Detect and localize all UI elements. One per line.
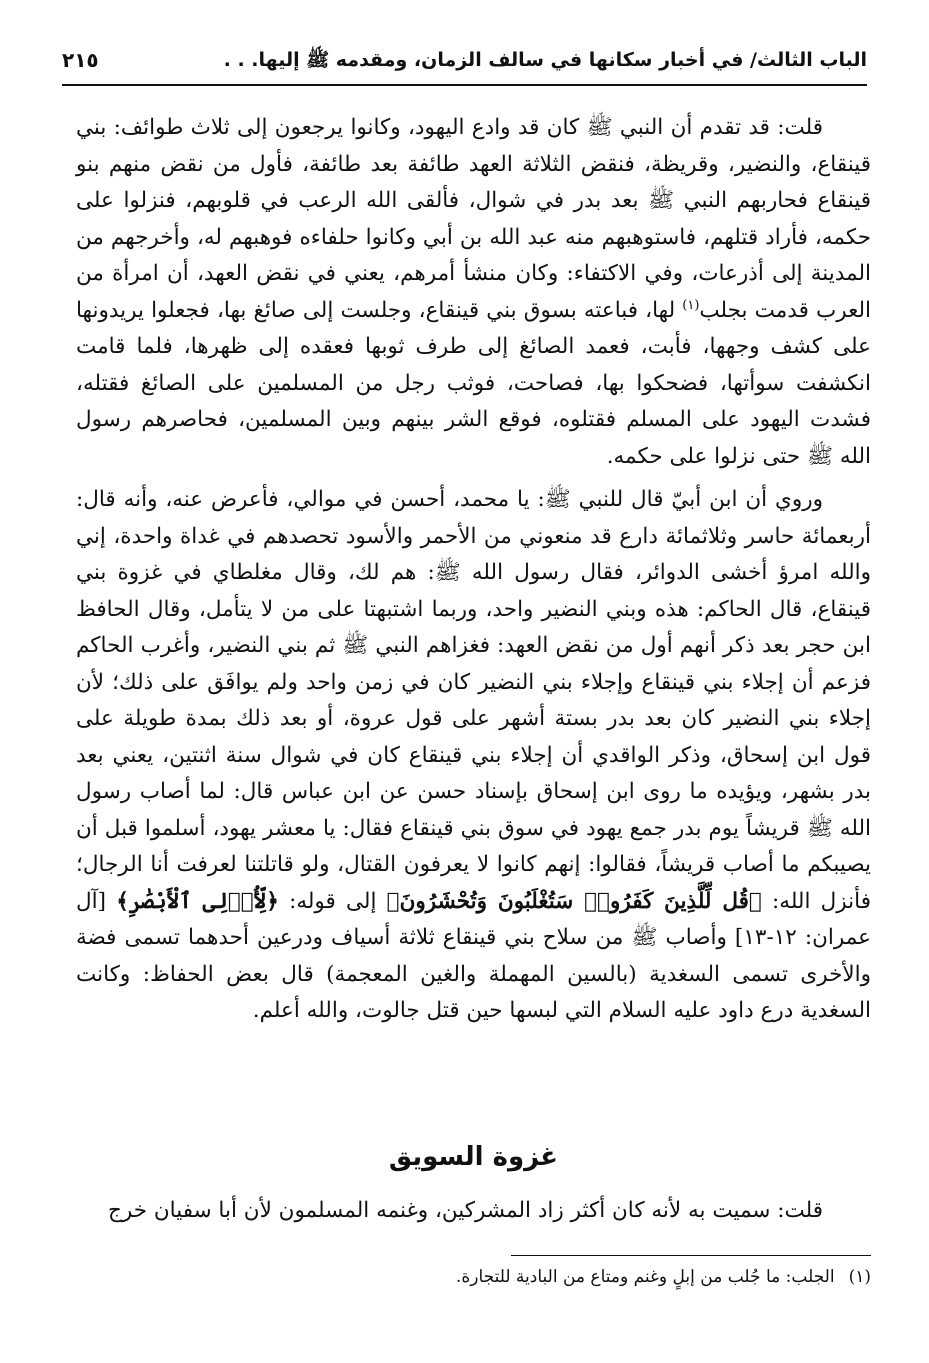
running-header — [62, 44, 867, 78]
footnote-text: الجلب: ما جُلب من إبلٍ وغنم ومتاع من البادية للتجارة. — [455, 1267, 835, 1287]
section-heading: غزوة السويق — [388, 1142, 559, 1172]
footnote-divider — [511, 1255, 871, 1256]
paragraph-text: لها، فباعته بسوق بني قينقاع، وجلست إلى صائغ بها، فجعلوا يريدونها على كشف وجهها، فأبت، فعمد الصائغ إلى طرف ثوبها فعقده إلى ظهرها، فلما قامت انكشفت سوأتها، فضحكوا بها، فصاحت، فوثب رجل من المسلمين على الصائغ فقتله، فشدت اليهود على المسلم فقتلوه، فوقع الشر بينهم وبين المسلمين، فحاصرهم رسول الله ﷺ حتى نزلوا على حكمه. — [76, 297, 871, 469]
footnote-number: (١) — [848, 1267, 871, 1287]
paragraph-text: إلى قوله: — [278, 888, 387, 914]
main-text — [76, 110, 871, 1030]
chapter-title: الباب الثالث/ في أخبار سكانها في سالف الزمان، ومقدمه ﷺ إليها. . . — [223, 49, 867, 71]
quran-verse: ﴿قُل لِّلَّذِينَ كَفَرُوا۟ سَتُغْلَبُونَ وَتُحْشَرُونَ﴾ — [386, 888, 762, 914]
section-paragraph: قلت: سميت به لأنه كان أكثر زاد المشركين، وغنمه المسلمون لأن أبا سفيان خرج — [108, 1198, 823, 1223]
footnote-reference[interactable]: (١) — [682, 297, 700, 313]
quran-verse: ﴿لِّأُو۟لِى ٱلْأَبْصَٰرِ﴾ — [116, 888, 279, 914]
page-number: ٢١٥ — [62, 48, 99, 72]
header-divider — [62, 84, 867, 86]
paragraph-ibn-ubayy — [76, 482, 871, 1030]
paragraph-banu-qaynuqa — [76, 110, 871, 475]
footnote — [76, 1264, 871, 1290]
paragraph-text: وروي أن ابن أبيّ قال للنبي ﷺ: يا محمد، أحسن في موالي، فأعرض عنه، وأنه قال: أربعمائة حاسر وثلاثمائة دارع قد منعوني من الأحمر والأسود تحصدهم في غداة واحدة، إني والله امرؤ أخشى الدوائر، فقال رسول الله ﷺ: هم لك، وقال مغلطاي في غزوة بني قينقاع، قال الحاكم: هذه وبني النضير واحد، وربما اشتبهتا على من لا يتأمل، وقال الحافظ ابن حجر بعد ذكر أنهم أول من نقض العهد: فغزاهم النبي ﷺ ثم بني النضير، وأغرب الحاكم فزعم أن إجلاء بني قينقاع وإجلاء بني النضير كان في زمن واحد ولم يوافَق على ذلك؛ لأن إجلاء بني النضير كان بعد بدر بستة أشهر على قول عروة، أو بعد ذلك بمدة طويلة على قول ابن إسحاق، وذكر الواقدي أن إجلاء بني قينقاع كان في شوال سنة اثنتين، يعني بعد بدر بشهر، ويؤيده ما روى ابن إسحاق بإسناد حسن عن ابن عباس قال: لما أصاب رسول الله ﷺ قريشاً يوم بدر جمع يهود في سوق بني قينقاع فقال: يا معشر يهود، أسلموا قبل أن يصيبكم ما أصاب قريشاً، فقالوا: إنهم كانوا لا يعرفون القتال، ولو قاتلتنا لعرفت أنا الرجال؛ فأنزل الله: — [76, 487, 871, 914]
paragraph-text: قلت: قد تقدم أن النبي ﷺ كان قد وادع اليهود، وكانوا يرجعون إلى ثلاث طوائف: بني قينقاع، والنضير، وقريظة، فنقض الثلاثة العهد طائفة بعد طائفة، فأول من نقض منهم بنو قينقاع فحاربهم النبي ﷺ بعد بدر في شوال، فألقى الله الرعب في قلوبهم، فنزلوا على حكمه، فأراد قتلهم، فاستوهبهم منه عبد الله بن أبي وكانوا حلفاءه فوهبهم له، وأخرجهم من المدينة إلى أذرعات، وفي الاكتفاء: وكان منشأ أمرهم، يعني في نقض العهد، أن امرأة من العرب قدمت بجلب — [76, 115, 871, 323]
paragraph-text: [آل عمران: ١٢-١٣] وأصاب ﷺ من سلاح بني قينقاع ثلاثة أسياف ودرعين أحدهما تسمى فضة والأخرى تسمى السغدية (بالسين المهملة والغين المعجمة) قال بعض الحفاظ: وكانت السغدية درع داود عليه السلام التي لبسها حين قتل جالوت، والله أعلم. — [76, 888, 871, 1023]
